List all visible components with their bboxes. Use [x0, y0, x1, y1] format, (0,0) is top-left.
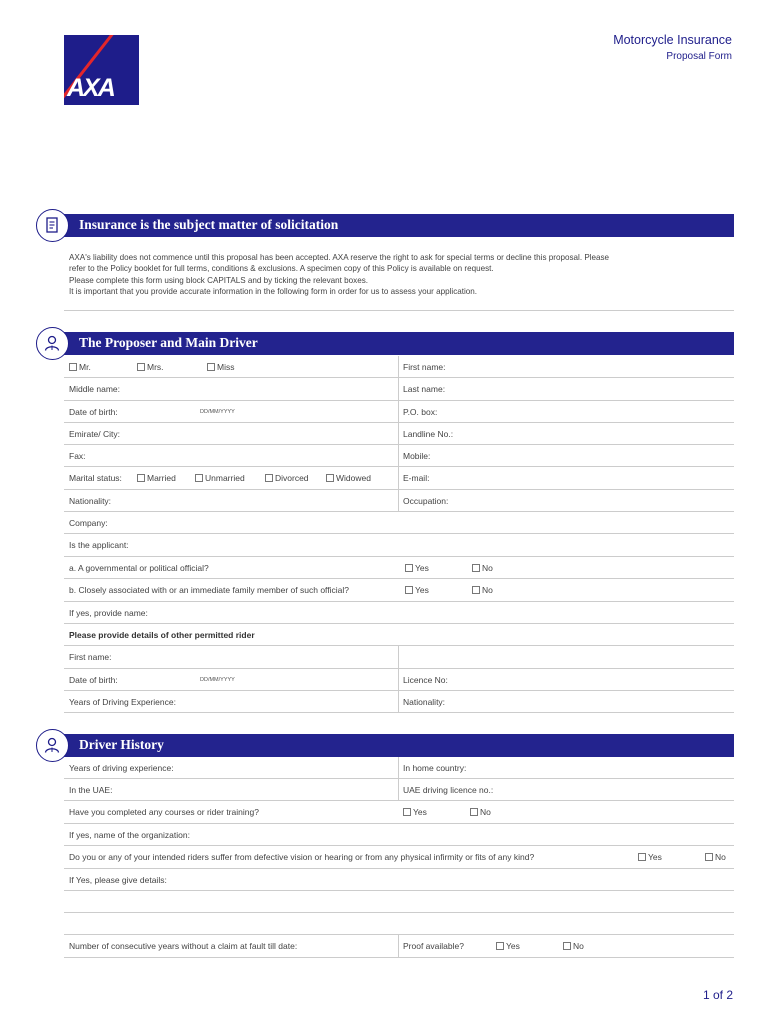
official-no[interactable]: No [472, 557, 493, 578]
checkbox[interactable] [563, 942, 571, 950]
intro-line: Please complete this form using block CAPITALS and by ticking the relevant boxes. [69, 275, 369, 285]
checkbox[interactable] [470, 808, 478, 816]
checkbox[interactable] [207, 363, 215, 371]
intro-line: It is important that you provide accurate information in the following form in order for us to assess your application. [69, 286, 478, 296]
section-header-proposer [64, 332, 734, 355]
associated-yes[interactable]: Yes [405, 579, 429, 601]
rider-dob-hint: DD/MM/YYYY [200, 676, 235, 683]
organization-name-field[interactable]: If yes, name of the organization: [69, 829, 190, 840]
checkbox[interactable] [405, 586, 413, 594]
marital-option-divorced[interactable]: Divorced [265, 467, 309, 489]
middle-name-field[interactable]: Middle name: [69, 384, 121, 394]
marital-option-widowed[interactable]: Widowed [326, 467, 371, 489]
rider-first-name-field[interactable]: First name: [69, 652, 112, 662]
official-name-field[interactable]: If yes, provide name: [69, 607, 148, 618]
details-blank-line[interactable] [64, 891, 734, 913]
form-row [64, 757, 734, 779]
form-row [64, 534, 734, 557]
form-row [64, 445, 734, 467]
other-rider-heading: Please provide details of other permitted rider [69, 629, 255, 640]
form-row [64, 869, 734, 891]
courses-yes[interactable]: Yes [403, 801, 427, 823]
form-row [64, 669, 734, 691]
proof-available-label: Proof available? [403, 941, 464, 951]
emirate-city-field[interactable]: Emirate/ City: [69, 428, 121, 439]
defective-no[interactable]: No [705, 846, 726, 868]
checkbox[interactable] [638, 853, 646, 861]
question-courses: Have you completed any courses or rider training? [69, 807, 259, 817]
nationality-field[interactable]: Nationality: [69, 495, 112, 506]
defective-yes[interactable]: Yes [638, 846, 662, 868]
intro-line: refer to the Policy booklet for full terms, conditions & exclusions. A specimen copy of this Policy is available on request. [69, 264, 494, 274]
document-title-main: Motorcycle Insurance [613, 33, 732, 47]
marital-option-unmarried[interactable]: Unmarried [195, 467, 245, 489]
details-blank-line[interactable] [64, 913, 734, 935]
form-row [64, 378, 734, 401]
document-icon [36, 209, 69, 242]
dob-field[interactable]: Date of birth: [69, 406, 118, 417]
intro-line: AXA's liability does not commence until this proposal has been accepted. AXA reserve the right to ask for special terms or decline this proposal. Please [69, 253, 610, 262]
question-defective: Do you or any of your intended riders suffer from defective vision or hearing or from any physical infirmity or fits of any kind? [69, 852, 535, 862]
divider [64, 310, 734, 311]
form-row [64, 646, 734, 669]
checkbox[interactable] [195, 474, 203, 482]
title-option-mr[interactable]: Mr. [69, 356, 91, 377]
title-option-miss[interactable]: Miss [207, 356, 234, 377]
checkbox[interactable] [403, 808, 411, 816]
checkbox[interactable] [472, 564, 480, 572]
form-row [64, 824, 734, 846]
question-official: a. A governmental or political official? [69, 562, 209, 573]
checkbox[interactable] [705, 853, 713, 861]
title-option-mrs[interactable]: Mrs. [137, 356, 164, 377]
uae-licence-field[interactable]: UAE driving licence no.: [403, 784, 494, 795]
marital-status-label: Marital status: [69, 473, 122, 483]
no-claim-years-field[interactable]: Number of consecutive years without a claim at fault till date: [69, 941, 298, 951]
solicitation-text [69, 252, 734, 297]
mobile-field[interactable]: Mobile: [403, 450, 431, 461]
form-row-title [64, 356, 734, 378]
checkbox[interactable] [472, 586, 480, 594]
home-country-field[interactable]: In home country: [403, 762, 467, 773]
proof-no[interactable]: No [563, 935, 584, 957]
form-row-pep [64, 557, 734, 579]
form-row [64, 512, 734, 534]
checkbox[interactable] [137, 474, 145, 482]
dob-hint: DD/MM/YYYY [200, 408, 235, 415]
checkbox[interactable] [496, 942, 504, 950]
checkbox[interactable] [405, 564, 413, 572]
form-row [64, 490, 734, 512]
associated-no[interactable]: No [472, 579, 493, 601]
question-associated: b. Closely associated with or an immediate family member of such official? [69, 585, 349, 595]
form-row-pep [64, 579, 734, 602]
page-number: 1 of 2 [702, 988, 733, 1002]
courses-no[interactable]: No [470, 801, 491, 823]
fax-field[interactable]: Fax: [69, 450, 86, 461]
form-row [64, 801, 734, 824]
form-row [64, 624, 734, 646]
form-row [64, 691, 734, 713]
axa-logo [64, 35, 139, 105]
document-title [613, 33, 732, 62]
official-yes[interactable]: Yes [405, 557, 429, 578]
document-subtitle: Proposal Form [666, 51, 732, 62]
proof-yes[interactable]: Yes [496, 935, 520, 957]
form-row-marital [64, 467, 734, 490]
section-title: The Proposer and Main Driver [79, 335, 258, 350]
section-title: Insurance is the subject matter of solicitation [79, 217, 339, 232]
po-box-field[interactable]: P.O. box: [403, 406, 438, 417]
in-uae-field[interactable]: In the UAE: [69, 784, 113, 795]
form-row [64, 779, 734, 801]
marital-option-married[interactable]: Married [137, 467, 176, 489]
section-header-solicitation [64, 214, 734, 237]
logo-text: AXA [67, 74, 114, 102]
form-row [64, 401, 734, 423]
checkbox[interactable] [69, 363, 77, 371]
section-header-history [64, 734, 734, 757]
years-experience-field[interactable]: Years of Driving Experience: [69, 696, 176, 707]
section-title: Driver History [79, 737, 164, 752]
checkbox[interactable] [137, 363, 145, 371]
checkbox[interactable] [265, 474, 273, 482]
form-row [64, 935, 734, 958]
form-row [64, 602, 734, 624]
checkbox[interactable] [326, 474, 334, 482]
company-field[interactable]: Company: [69, 517, 108, 528]
licence-no-field[interactable]: Licence No: [403, 674, 448, 685]
occupation-field[interactable]: Occupation: [403, 495, 449, 506]
applicant-label: Is the applicant: [69, 540, 129, 550]
last-name-field[interactable]: Last name: [403, 384, 446, 394]
details-field[interactable]: If Yes, please give details: [69, 874, 167, 885]
years-driving-field[interactable]: Years of driving experience: [69, 762, 174, 773]
email-field[interactable]: E-mail: [403, 473, 430, 483]
rider-dob-field[interactable]: Date of birth: [69, 674, 118, 685]
landline-field[interactable]: Landline No.: [403, 428, 454, 439]
form-row [64, 846, 734, 869]
first-name-field[interactable]: First name: [403, 361, 446, 372]
form-row [64, 423, 734, 445]
rider-nationality-field[interactable]: Nationality: [403, 696, 446, 707]
